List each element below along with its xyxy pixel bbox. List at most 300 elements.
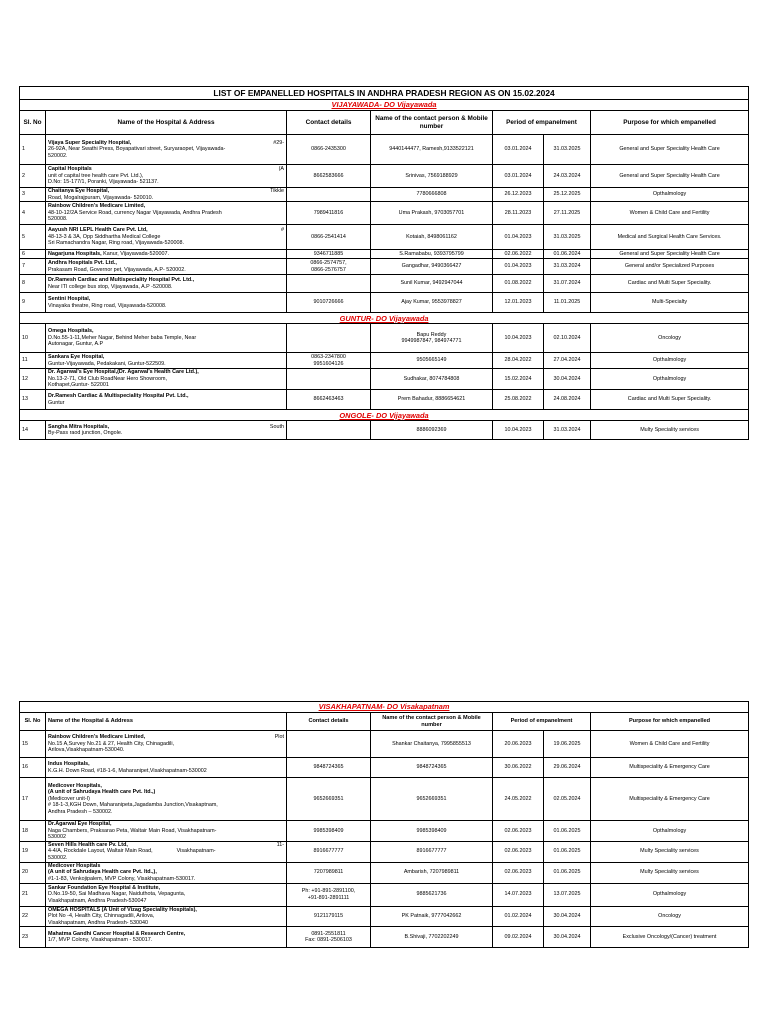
period-to: 24.08.2024 xyxy=(544,390,591,410)
contact-details xyxy=(287,135,371,165)
hospital-address-start: 11- xyxy=(276,841,284,848)
hospital-name: OMEGA HOSPITALS (A Unit of Vizag Speciality Hospitals), xyxy=(48,906,197,913)
hospital-name-line xyxy=(48,907,284,914)
period-from: 02.06.2022 xyxy=(493,250,544,259)
table-row xyxy=(20,841,749,862)
header-period: Period of empanelment xyxy=(493,111,591,135)
contact-details xyxy=(287,188,371,202)
table-row xyxy=(20,324,749,353)
serial-number: 9 xyxy=(20,293,46,313)
table-row xyxy=(20,421,749,440)
period-from: 20.06.2023 xyxy=(493,731,544,758)
contact-person xyxy=(371,293,493,313)
purpose: General and Super Speciality Health Care xyxy=(591,250,749,259)
table-row xyxy=(20,165,749,188)
hospital-cell xyxy=(46,758,287,778)
hospital-address-line: By-Pass raod junction, Ongole. xyxy=(48,430,123,437)
table-row xyxy=(20,250,749,259)
period-from: 24.05.2022 xyxy=(493,778,544,821)
contact-person xyxy=(371,390,493,410)
contact-number: 9951604126 xyxy=(313,360,344,367)
contact-details xyxy=(287,841,371,862)
contact-person xyxy=(371,202,493,225)
contact-person-line: Sunil Kumar, 9492947044 xyxy=(400,280,463,287)
serial-number: 2 xyxy=(20,165,46,188)
contact-details xyxy=(287,821,371,842)
purpose: Opthalmology xyxy=(591,821,749,842)
table-row xyxy=(20,906,749,927)
period-to: 01.06.2024 xyxy=(544,250,591,259)
hospital-name: Medicover Hospitals xyxy=(48,862,101,869)
hospital-cell xyxy=(46,927,287,948)
hospital-address-start: Tikkle xyxy=(270,188,284,194)
contact-person xyxy=(371,225,493,250)
contact-number: 9848724365 xyxy=(313,764,344,771)
hospital-unit-line: (A unit of Sahrudaya Health care Pvt. ltd.,), xyxy=(48,869,157,876)
period-to: 11.01.2025 xyxy=(544,293,591,313)
hospital-cell xyxy=(46,293,287,313)
contact-person xyxy=(371,821,493,842)
hospital-address-line: Guntur-Vijayawada, Pedakakani, Guntur-522509. xyxy=(48,360,166,367)
contact-person-line: Ambarish, 7207989811 xyxy=(403,869,460,876)
serial-number: 22 xyxy=(20,906,46,927)
period-to: 31.03.2024 xyxy=(544,259,591,275)
hospital-cell xyxy=(46,778,287,821)
hospital-address-line: 48-10-12/2A Service Road, currency Nagar Vijayawada, Andhra Pradesh xyxy=(48,209,222,216)
hospital-name-line xyxy=(48,842,284,849)
contact-number: 0866-2541414 xyxy=(311,233,346,240)
contact-person xyxy=(371,250,493,259)
hospital-name-line xyxy=(48,354,284,361)
hospital-name-line xyxy=(48,260,284,267)
contact-person-line: 9885621736 xyxy=(416,891,447,898)
purpose: Multy Speciality services xyxy=(591,421,749,440)
period-from: 01.08.2022 xyxy=(493,275,544,293)
purpose: Cardiac and Multi Super Speciality. xyxy=(591,275,749,293)
period-from: 26.12.2023 xyxy=(493,188,544,202)
contact-number: 0866-2435300 xyxy=(311,146,346,153)
header-contact: Contact details xyxy=(287,713,371,731)
hospital-cell xyxy=(46,250,287,259)
contact-person-line: S.Ramababu, 9393795799 xyxy=(399,250,464,257)
hospital-unit-line: (A unit of Sahrudaya Health care Pvt. ltd.,) xyxy=(48,789,156,796)
hospital-cell xyxy=(46,883,287,906)
contact-person-line: 9985398409 xyxy=(416,827,447,834)
region-heading-ongole: ONGOLE- DO Vijayawada xyxy=(20,410,749,421)
period-from: 30.06.2022 xyxy=(493,758,544,778)
hospital-cell xyxy=(46,731,287,758)
period-to: 31.03.2025 xyxy=(544,225,591,250)
contact-person-line: Bapu Reddy xyxy=(416,331,447,338)
hospital-address-line: 530002. xyxy=(48,854,68,861)
period-to: 31.03.2024 xyxy=(544,421,591,440)
contact-person xyxy=(371,135,493,165)
hospital-name: Capital Hospitals xyxy=(48,166,92,173)
hospital-name: Sankar Foundation Eye Hospital & Institute, xyxy=(48,884,161,891)
hospital-name-line xyxy=(48,227,284,234)
serial-number: 21 xyxy=(20,883,46,906)
hospital-cell xyxy=(46,353,287,369)
contact-details xyxy=(287,862,371,883)
period-to: 27.04.2024 xyxy=(544,353,591,369)
purpose: Multi-Specialty xyxy=(591,293,749,313)
table-row xyxy=(20,821,749,842)
serial-number: 23 xyxy=(20,927,46,948)
serial-number: 8 xyxy=(20,275,46,293)
contact-details xyxy=(287,165,371,188)
serial-number: 5 xyxy=(20,225,46,250)
hospital-address-start: # xyxy=(281,227,284,234)
region-row xyxy=(20,313,749,324)
serial-number: 10 xyxy=(20,324,46,353)
hospital-cell xyxy=(46,906,287,927)
contact-number: 0866-2574757, xyxy=(310,260,347,267)
hospital-name: Vijaya Super Speciality Hospital, xyxy=(48,139,132,146)
hospital-address-line: Arilova,Visakhapatnam-530040. xyxy=(48,747,125,754)
hospital-name-line xyxy=(48,821,284,828)
period-from: 28.11.2023 xyxy=(493,202,544,225)
period-to: 01.06.2025 xyxy=(544,821,591,842)
hospital-address-line: D.No.19-50, Sai Madhava Nagar, Naiduthota, Vepagunta, xyxy=(48,891,186,898)
contact-details xyxy=(287,421,371,440)
serial-number: 14 xyxy=(20,421,46,440)
contact-details xyxy=(287,883,371,906)
hospital-address-start: Plot xyxy=(274,734,284,741)
hospital-address-line: 1/7, MVP Colony, Visakhapatnam - 530017. xyxy=(48,937,153,944)
contact-number: 9652669351 xyxy=(313,795,344,802)
hospital-name: Omega Hospitals, xyxy=(48,328,94,335)
contact-person-line: 8916677777 xyxy=(416,848,447,855)
serial-number: 7 xyxy=(20,259,46,275)
hospital-address-line: No.15 A,Survey No.21 & 27, Health City, Chinagadili, xyxy=(48,740,175,747)
contact-details xyxy=(287,250,371,259)
hospital-address-line: Road, Mogalrajpuram, Vijayawada- 520010. xyxy=(48,194,154,201)
contact-number: 8662583666 xyxy=(313,172,344,179)
hospital-name-line xyxy=(48,734,284,741)
contact-person xyxy=(371,906,493,927)
contact-person xyxy=(371,324,493,353)
hospital-name-line xyxy=(48,251,284,258)
serial-number: 6 xyxy=(20,250,46,259)
hospital-name-line xyxy=(48,931,284,938)
hospital-name: Seven Hills Health care Pv. Ltd, xyxy=(48,841,128,848)
table-row xyxy=(20,778,749,821)
contact-number: 8916677777 xyxy=(313,848,344,855)
contact-person-line: 9505665149 xyxy=(416,357,447,364)
period-to: 02.10.2024 xyxy=(544,324,591,353)
hospital-name-line xyxy=(48,424,284,431)
purpose: Multy Speciality services xyxy=(591,862,749,883)
table-row xyxy=(20,390,749,410)
contact-number: 9121179115 xyxy=(313,913,344,920)
hospital-name: Nagarjuna Hospitals, xyxy=(48,250,102,257)
hospital-address-line: No.13-2-71, Old Club RoadNear Hero Showroom, xyxy=(48,375,167,382)
table-row xyxy=(20,259,749,275)
period-to: 29.06.2024 xyxy=(544,758,591,778)
hospital-address-line: (Medicover unit-I) xyxy=(48,795,90,802)
hospital-name: Mahatma Gandhi Cancer Hospital & Research Centre, xyxy=(48,930,186,937)
contact-number: 7989411816 xyxy=(313,209,344,216)
table-row xyxy=(20,225,749,250)
period-to: 01.06.2025 xyxy=(544,862,591,883)
contact-number: 9010726666 xyxy=(313,299,344,306)
header-sno: Sl. No xyxy=(20,111,46,135)
period-to: 27.11.2025 xyxy=(544,202,591,225)
contact-person xyxy=(371,353,493,369)
purpose: Opthalmology xyxy=(591,353,749,369)
period-from: 10.04.2023 xyxy=(493,324,544,353)
period-to: 25.12.2025 xyxy=(544,188,591,202)
contact-number: 8662463463 xyxy=(313,396,344,403)
hospital-name-line xyxy=(48,166,284,173)
contact-person xyxy=(371,731,493,758)
table-row xyxy=(20,353,749,369)
contact-details xyxy=(287,778,371,821)
hospital-address-line: 26-92A, Near Swathi Press, Boyapativari street, Suryaraopet, Vijayawada- xyxy=(48,146,226,153)
purpose: Medical and Surgical Health Care Services. xyxy=(591,225,749,250)
hospital-name: Indus Hospitals, xyxy=(48,760,90,767)
hospital-name: Dr.Ramesh Cardiac & Multispeciality Hospital Pvt. Ltd., xyxy=(48,393,189,400)
header-contact: Contact details xyxy=(287,111,371,135)
table-row xyxy=(20,927,749,948)
purpose: Cardiac and Multi Super Speciality. xyxy=(591,390,749,410)
hospital-address-line: 520002. xyxy=(48,152,68,159)
serial-number: 13 xyxy=(20,390,46,410)
serial-number: 1 xyxy=(20,135,46,165)
hospital-cell xyxy=(46,259,287,275)
hospital-address-line: 520008. xyxy=(48,216,68,223)
header-hospital: Name of the Hospital & Address xyxy=(46,111,287,135)
contact-person-line: PK Patnaik, 9777042662 xyxy=(401,913,462,920)
purpose: Multy Speciality services xyxy=(591,841,749,862)
contact-person-line: 9848724365 xyxy=(416,764,447,771)
hospital-address-start: (A xyxy=(278,166,284,173)
hospital-name: Dr.Agarwal Eye Hospital, xyxy=(48,821,112,827)
table-row xyxy=(20,202,749,225)
table-row xyxy=(20,188,749,202)
table-row xyxy=(20,135,749,165)
period-to: 19.06.2025 xyxy=(544,731,591,758)
period-to: 13.07.2025 xyxy=(544,883,591,906)
period-to: 31.03.2025 xyxy=(544,135,591,165)
hospital-cell xyxy=(46,421,287,440)
hospital-name: Chaitanya Eye Hospital, xyxy=(48,188,110,194)
contact-person xyxy=(371,862,493,883)
hospital-name: Sangha Mitra Hospitals, xyxy=(48,423,110,430)
table-row xyxy=(20,369,749,390)
purpose: Multispeciality & Emergency Care xyxy=(591,758,749,778)
hospital-address-line: Plot No -4, Health City, Chinnagadili, Arilova, xyxy=(48,913,155,920)
contact-person xyxy=(371,275,493,293)
contact-number: 7207989811 xyxy=(313,869,344,876)
contact-number: 0866-2576757 xyxy=(311,266,346,273)
contact-person-line: 7780666808 xyxy=(416,191,447,198)
contact-person-line: 9652669351 xyxy=(416,795,447,802)
period-to: 30.04.2024 xyxy=(544,906,591,927)
contact-person xyxy=(371,188,493,202)
serial-number: 11 xyxy=(20,353,46,369)
hospital-cell xyxy=(46,275,287,293)
period-to: 02.05.2024 xyxy=(544,778,591,821)
hospital-name: Sentini Hospital, xyxy=(48,296,91,303)
contact-person xyxy=(371,758,493,778)
document-title: LIST OF EMPANELLED HOSPITALS IN ANDHRA PRADESH REGION AS ON 15.02.2024 xyxy=(20,87,749,100)
contact-details xyxy=(287,353,371,369)
hospital-address-line: # 18-1-3,KGH Down, Maharanipeta,Jagadamba Junction,Visakaptnam, xyxy=(48,802,218,809)
hospital-table-vijayawada xyxy=(19,86,749,440)
header-purpose: Purpose for which empanelled xyxy=(591,111,749,135)
serial-number: 18 xyxy=(20,821,46,842)
period-from: 15.02.2024 xyxy=(493,369,544,390)
hospital-name: Dr.Ramesh Cardiac and Multispeciality Hospital Pvt. Ltd., xyxy=(48,277,195,284)
hospital-address-line: Guntur xyxy=(48,399,65,406)
hospital-cell xyxy=(46,135,287,165)
hospital-cell xyxy=(46,324,287,353)
hospital-name-line xyxy=(48,863,284,870)
hospital-name-line xyxy=(48,203,284,210)
contact-details xyxy=(287,390,371,410)
contact-details xyxy=(287,369,371,390)
header-period: Period of empanelment xyxy=(493,713,591,731)
contact-number: 0863-2347800 xyxy=(311,354,346,361)
hospital-cell xyxy=(46,841,287,862)
contact-details xyxy=(287,927,371,948)
contact-person-line: 9440144477, Ramesh,9133522121 xyxy=(389,146,474,153)
hospital-name-line xyxy=(48,885,284,892)
hospital-address-line: Sri Ramachandra Nagar, Ring road, Vijayawada-520008. xyxy=(48,240,184,247)
header-hospital: Name of the Hospital & Address xyxy=(46,713,287,731)
hospital-cell xyxy=(46,225,287,250)
hospital-address-line: Visakhapatnam, Andhra Pradesh-530047 xyxy=(48,897,147,904)
purpose: General and/or Specialized Purposes xyxy=(591,259,749,275)
purpose: Exclusive Oncology/(Cancer) treatment xyxy=(591,927,749,948)
period-to: 31.07.2024 xyxy=(544,275,591,293)
contact-number: 9346711885 xyxy=(313,250,344,257)
hospital-address-line: 530002 xyxy=(48,834,66,841)
period-from: 01.04.2023 xyxy=(493,225,544,250)
purpose: Oncology xyxy=(591,324,749,353)
period-to: 30.04.2024 xyxy=(544,369,591,390)
hospital-address-line: Visakhapatnam, Andhra Pradesh- 530040 xyxy=(48,919,148,926)
hospital-name-line xyxy=(48,393,284,400)
purpose: Oncology xyxy=(591,906,749,927)
hospital-cell xyxy=(46,862,287,883)
contact-details xyxy=(287,906,371,927)
hospital-address-line: Kanur, Vijayawada-520007. xyxy=(101,250,169,257)
contact-person xyxy=(371,165,493,188)
hospital-table-visakhapatnam xyxy=(19,701,749,948)
contact-person xyxy=(371,259,493,275)
hospital-address-line: unit of capital tree health care Pvt. Ltd.), xyxy=(48,172,144,179)
hospital-address-line: 48-13-3 & 3A, Opp Siddhartha Medical College xyxy=(48,233,161,240)
hospital-address-line: Prakasam Road, Governor pet, Vijayawada, A.P- 520002. xyxy=(48,266,186,273)
purpose: Women & Child Care and Fertility xyxy=(591,731,749,758)
contact-number: 9985398409 xyxy=(313,827,344,834)
period-from: 03.01.2024 xyxy=(493,135,544,165)
serial-number: 15 xyxy=(20,731,46,758)
hospital-address-line: 4-4/A, Rockdale Layout, Waltair Main Road, Visakhapatnam- xyxy=(48,848,216,855)
contact-details xyxy=(287,293,371,313)
contact-number: 0891-2551811 xyxy=(311,930,346,937)
hospital-address-start: South xyxy=(269,423,284,430)
hospital-name: Andhra Hospitals Pvt. Ltd., xyxy=(48,260,117,267)
header-purpose: Purpose for which empanelled xyxy=(591,713,749,731)
hospital-name: Dr. Agarwal's Eye Hospital,(Dr. Agarwal's Health Care Ltd.), xyxy=(48,369,199,376)
contact-person xyxy=(371,421,493,440)
contact-person-line: 8886092369 xyxy=(416,426,447,433)
header-sno: Sl. No xyxy=(20,713,46,731)
purpose: Women & Child Care and Fertility xyxy=(591,202,749,225)
region-heading-guntur: GUNTUR- DO Vijayawada xyxy=(20,313,749,324)
hospital-name-line xyxy=(48,328,284,335)
period-from: 14.07.2023 xyxy=(493,883,544,906)
purpose: Opthalmology xyxy=(591,369,749,390)
serial-number: 12 xyxy=(20,369,46,390)
period-from: 28.04.2022 xyxy=(493,353,544,369)
region-heading-vijayawada: VIJAYAWADA- DO Vijayawada xyxy=(20,100,749,111)
contact-person-line: Gangadhar, 9490366427 xyxy=(401,263,462,270)
serial-number: 3 xyxy=(20,188,46,202)
contact-details xyxy=(287,259,371,275)
hospital-address-line: Andhra Pradesh – 530002. xyxy=(48,808,113,815)
contact-person xyxy=(371,883,493,906)
table-row xyxy=(20,275,749,293)
hospital-name: Rainbow Children's Medicare Limited, xyxy=(48,734,146,741)
purpose: General and Super Speciality Health Care xyxy=(591,135,749,165)
hospital-address-line: D.No.55-1-11,Meher Nagar, Behind Meher baba Temple, Near xyxy=(48,334,197,341)
contact-details xyxy=(287,275,371,293)
period-to: 30.04.2024 xyxy=(544,927,591,948)
contact-person-line: Kotaiah, 8498061162 xyxy=(406,233,457,240)
hospital-address-line: K.G.H. Down Road, #18-1-6, Maharanipet,Visakhapatnam-530002 xyxy=(48,767,207,774)
period-from: 10.04.2023 xyxy=(493,421,544,440)
period-from: 12.01.2023 xyxy=(493,293,544,313)
period-from: 02.06.2023 xyxy=(493,821,544,842)
contact-details xyxy=(287,225,371,250)
hospital-name: Sankara Eye Hospital, xyxy=(48,354,105,361)
hospital-address-line: Naga Chambers, Praksarao Peta, Waltair Main Road, Visakhapatnam- xyxy=(48,827,217,834)
contact-person-line: Ajay Kumar, 9553978827 xyxy=(401,299,462,306)
hospital-address-start: #29- xyxy=(273,139,284,146)
table-row xyxy=(20,293,749,313)
hospital-name-line xyxy=(48,761,284,768)
period-from: 02.06.2023 xyxy=(493,841,544,862)
hospital-address-line: Vinayaka theatre, Ring road, Vijayawada-520008. xyxy=(48,302,167,309)
purpose: Opthalmology xyxy=(591,883,749,906)
contact-person xyxy=(371,369,493,390)
serial-number: 20 xyxy=(20,862,46,883)
hospital-name-line xyxy=(48,369,284,376)
contact-number: Ph: +91-891-2891100, xyxy=(301,887,356,894)
hospital-name-line xyxy=(48,277,284,284)
serial-number: 4 xyxy=(20,202,46,225)
contact-number: Fax: 0891-2506103 xyxy=(305,937,352,944)
hospital-name-line xyxy=(48,783,284,790)
contact-person-line: Sudhakar, 8074784808 xyxy=(403,375,460,382)
hospital-cell xyxy=(46,390,287,410)
region-heading-visakhapatnam: VISAKHAPATNAM- DO Visakapatnam xyxy=(20,702,749,713)
header-person: Name of the contact person & Mobile number xyxy=(371,111,493,135)
region-row xyxy=(20,410,749,421)
period-from: 03.01.2024 xyxy=(493,165,544,188)
header-person: Name of the contact person & Mobile number xyxy=(371,713,493,731)
contact-number: +91-891-2891111 xyxy=(307,894,350,901)
hospital-cell xyxy=(46,369,287,390)
hospital-name: Medicover Hospitals, xyxy=(48,782,102,789)
purpose: Multispeciality & Emergency Care xyxy=(591,778,749,821)
contact-details xyxy=(287,758,371,778)
hospital-name-line xyxy=(48,296,284,303)
